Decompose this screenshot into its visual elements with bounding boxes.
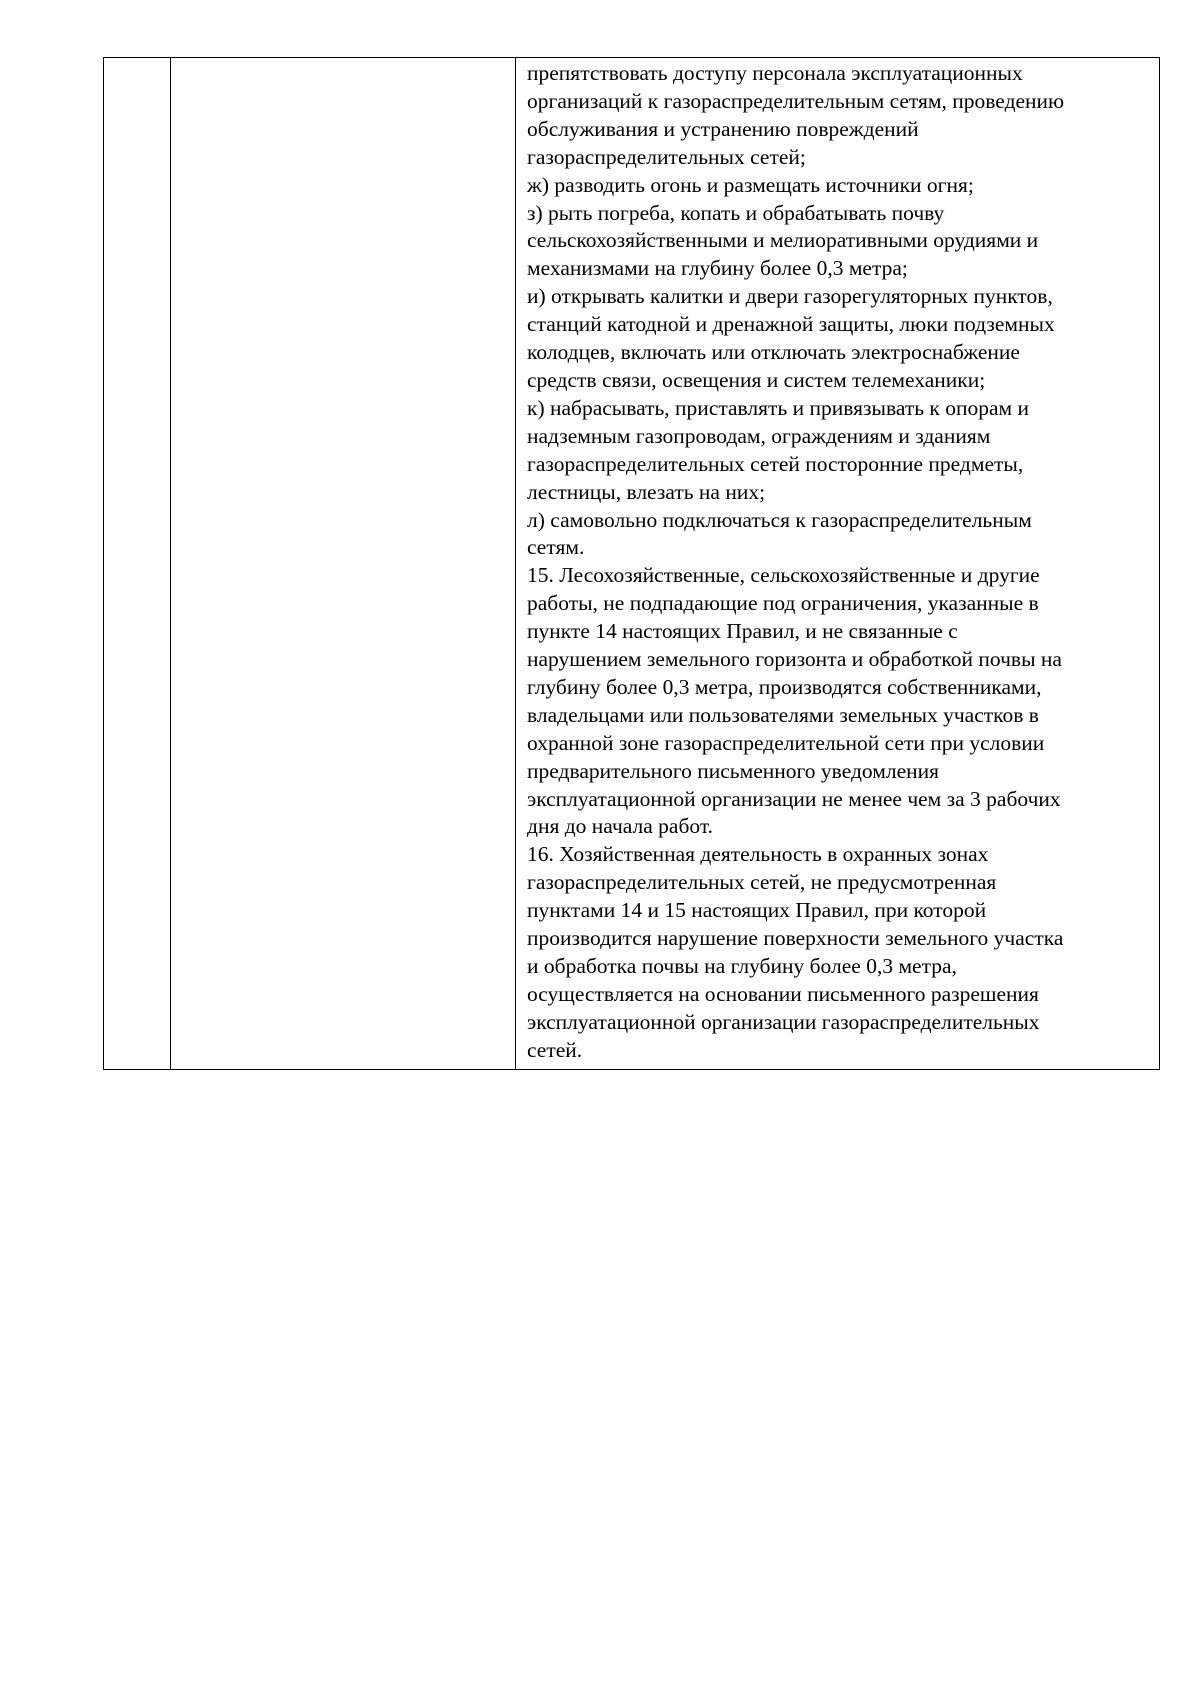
text-line: лестницы, влезать на них; xyxy=(527,479,766,504)
text-line: и обработка почвы на глубину более 0,3 метра, xyxy=(527,954,957,978)
text-line: газораспределительных сетей посторонние предметы, xyxy=(527,451,1024,476)
text-line: станций катодной и дренажной защиты, люки подземных xyxy=(527,312,1055,337)
text-cell xyxy=(516,58,1160,1070)
text-line: колодцев, включать или отключать электроснабжение xyxy=(527,340,1020,365)
text-line: надземным газопроводам, ограждениям и зданиям xyxy=(527,423,991,448)
text-line: работы, не подпадающие под ограничения, указанные в xyxy=(527,591,1039,616)
text-line: глубину более 0,3 метра, производятся собственниками, xyxy=(527,674,1042,699)
text-line: ж) разводить огонь и размещать источники огня; xyxy=(527,172,974,197)
text-line: обслуживания и устранению повреждений xyxy=(527,116,919,141)
text-line: эксплуатационной организации газораспределительных xyxy=(527,1009,1040,1034)
text-line: нарушением земельного горизонта и обработкой почвы на xyxy=(527,647,1062,672)
text-line: л) самовольно подключаться к газораспределительным xyxy=(527,507,1032,532)
text-line: пунктами 14 и 15 настоящих Правил, при которой xyxy=(527,898,987,923)
text-line: владельцами или пользователями земельных участков в xyxy=(527,702,1039,727)
text-line: к) набрасывать, приставлять и привязывать к опорам и xyxy=(527,395,1029,420)
text-line: средств связи, освещения и систем телемеханики; xyxy=(527,367,986,392)
text-line: пункте 14 настоящих Правил, и не связанные с xyxy=(527,619,958,644)
document-table xyxy=(103,57,1160,1070)
text-line: охранной зоне газораспределительной сети при условии xyxy=(527,730,1045,755)
table-row xyxy=(104,58,1160,1070)
text-line: и) открывать калитки и двери газорегуляторных пунктов, xyxy=(527,284,1053,309)
text-line: эксплуатационной организации не менее чем за 3 рабочих xyxy=(527,786,1061,811)
text-line: сельскохозяйственными и мелиоративными орудиями и xyxy=(527,228,1039,253)
text-line: сетям. xyxy=(527,535,585,560)
text-line: 16. Хозяйственная деятельность в охранных зонах xyxy=(527,842,989,867)
text-line: производится нарушение поверхности земельного участка xyxy=(527,926,1064,951)
number-cell xyxy=(104,58,171,1070)
text-line: газораспределительных сетей; xyxy=(527,144,806,169)
regulation-text xyxy=(516,58,1159,1069)
text-line: механизмами на глубину более 0,3 метра; xyxy=(527,256,908,281)
text-line: осуществляется на основании письменного разрешения xyxy=(527,981,1039,1006)
text-line: предварительного письменного уведомления xyxy=(527,758,940,783)
text-line: сетей. xyxy=(527,1037,583,1062)
text-line: препятствовать доступу персонала эксплуатационных xyxy=(527,61,1023,85)
text-line: дня до начала работ. xyxy=(527,814,714,839)
text-line: 15. Лесохозяйственные, сельскохозяйственные и другие xyxy=(527,563,1040,588)
text-line: газораспределительных сетей, не предусмотренная xyxy=(527,870,997,895)
text-line: организаций к газораспределительным сетям, проведению xyxy=(527,88,1065,113)
name-cell xyxy=(171,58,516,1070)
text-line: з) рыть погреба, копать и обрабатывать почву xyxy=(527,200,945,225)
